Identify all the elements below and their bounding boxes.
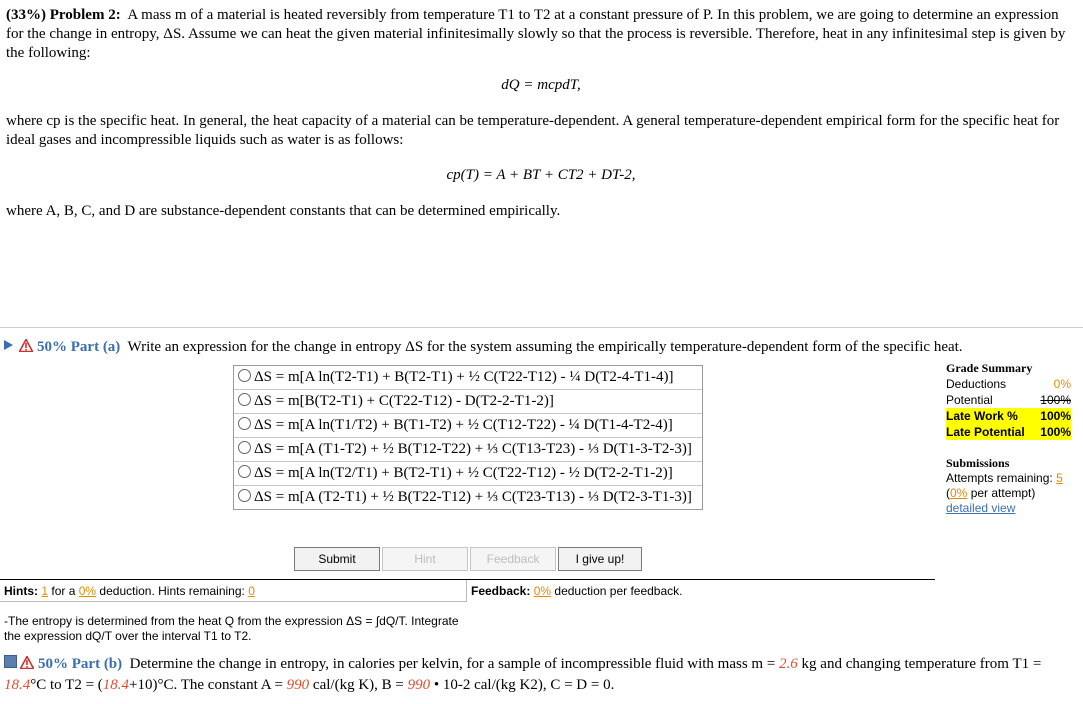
part-b-b: 990: [407, 677, 431, 693]
detailed-view-link[interactable]: detailed view: [946, 501, 1016, 515]
part-a-percent: 50% Part (a): [37, 339, 121, 355]
late-work-value: 100%: [1040, 409, 1071, 423]
potential-label: Potential: [946, 393, 993, 407]
hints-for-a: for a: [51, 584, 76, 598]
per-attempt-pct[interactable]: 0%: [950, 486, 968, 500]
choice-option[interactable]: [234, 366, 702, 390]
hints-deduction-text: deduction. Hints remaining:: [99, 584, 245, 598]
choice-label: ΔS = m[B(T2-T1) + C(T22-T12) - D(T2-2-T1-2)]: [254, 393, 554, 409]
divider: [0, 327, 1083, 328]
constants-paragraph: where A, B, C, and D are substance-dependent constants that can be determined empirically.: [6, 203, 561, 219]
attempts-label: Attempts remaining:: [946, 471, 1053, 485]
part-b-mass: 2.6: [779, 656, 798, 672]
radio-button[interactable]: [238, 417, 251, 430]
choice-option[interactable]: [234, 486, 702, 509]
choice-label: ΔS = m[A ln(T2-T1) + B(T2-T1) + ½ C(T22-T12) - ¼ D(T2-4-T1-4)]: [254, 369, 674, 385]
radio-button[interactable]: [238, 465, 251, 478]
problem-intro-text: A mass m of a material is heated reversibly from temperature T1 to T2 at a constant pressure of P. In this problem, we are going to determine an expression for the change in entropy, ΔS. Assume we can heat the given material infinitesimally slowly so that the process is reversible. Therefore, heat in any infinitesimal step is given by the following:: [6, 7, 1066, 61]
hint-divider: [0, 601, 467, 602]
give-up-button[interactable]: I give up!: [558, 547, 642, 571]
part-b-a: 990: [286, 677, 310, 693]
attempts-value[interactable]: 5: [1056, 471, 1063, 485]
part-b-text5: cal/(kg K), B =: [312, 677, 404, 693]
feedback-button[interactable]: Feedback: [470, 547, 556, 571]
collapse-icon[interactable]: [4, 655, 17, 668]
feedback-pct[interactable]: 0%: [533, 584, 552, 598]
answer-choices: [233, 365, 703, 510]
choice-option[interactable]: [234, 462, 702, 486]
equation-cp: cp(T) = A + BT + CT2 + DT-2,: [446, 167, 636, 183]
problem-weight: (33%): [6, 7, 46, 23]
specific-heat-paragraph: where cp is the specific heat. In general, the heat capacity of a material can be temperature-dependent. A general temperature-dependent empirical form for the specific heat for ideal gases and incompressible liquids such as water is as follows:: [6, 113, 1060, 148]
deductions-label: Deductions: [946, 377, 1007, 391]
choice-option[interactable]: [234, 438, 702, 462]
hints-bar: [4, 584, 255, 598]
expand-triangle-icon[interactable]: [4, 340, 13, 350]
feedback-bar: [471, 584, 682, 598]
part-b-text6: • 10-2 cal/(kg K2), C = D = 0.: [433, 677, 615, 693]
per-attempt-text: per attempt): [970, 486, 1036, 500]
part-a-header: [4, 339, 963, 356]
part-b-text3: °C to T2 = (: [30, 677, 103, 693]
part-b-t2: 18.4: [102, 677, 130, 693]
radio-button[interactable]: [238, 393, 251, 406]
feedback-text: deduction per feedback.: [554, 584, 683, 598]
hints-feedback-divider: [0, 579, 935, 580]
radio-button[interactable]: [238, 441, 251, 454]
part-b: [4, 654, 1074, 696]
problem-statement: [6, 6, 1076, 221]
warning-icon: [19, 339, 33, 352]
problem-intro: [6, 6, 1076, 63]
part-b-percent: 50% Part (b): [38, 656, 123, 672]
hint-button[interactable]: Hint: [382, 547, 468, 571]
part-b-text2: kg and changing temperature from T1 =: [801, 656, 1042, 672]
radio-button[interactable]: [238, 369, 251, 382]
choice-label: ΔS = m[A ln(T2/T1) + B(T2-T1) + ½ C(T22-T12) - ½ D(T2-2-T1-2)]: [254, 465, 673, 481]
hints-label: Hints:: [4, 584, 38, 598]
problem-title: Problem 2:: [49, 7, 121, 23]
radio-button[interactable]: [238, 489, 251, 502]
part-b-text1: Determine the change in entropy, in calories per kelvin, for a sample of incompressible fluid with mass m =: [129, 656, 776, 672]
column-divider: [466, 580, 467, 601]
part-b-t1: 18.4: [4, 677, 31, 693]
hint-text: -The entropy is determined from the heat Q from the expression ΔS = ∫dQ/T. Integrate the expression dQ/T over the interval T1 to T2.: [4, 614, 459, 643]
choice-label: ΔS = m[A (T1-T2) + ½ B(T12-T22) + ⅓ C(T13-T23) - ⅓ D(T1-3-T2-3)]: [254, 441, 692, 457]
part-b-text4: +10)°C. The constant A =: [129, 677, 283, 693]
choice-option[interactable]: [234, 414, 702, 438]
grade-summary: Grade Summary Deductions 0% Potential 100% Late Work % 100% Late Potential 100% Submissions Attempts remaining: 5 (0% per attempt) detailed view: [946, 361, 1071, 515]
feedback-label: Feedback:: [471, 584, 531, 598]
deductions-value: 0%: [1053, 377, 1071, 391]
hints-count[interactable]: 1: [41, 584, 49, 598]
submit-button[interactable]: Submit: [294, 547, 380, 571]
hints-remaining[interactable]: 0: [248, 584, 255, 598]
late-potential-value: 100%: [1040, 425, 1071, 439]
part-a-prompt: Write an expression for the change in entropy ΔS for the system assuming the empirically temperature-dependent form of the specific heat.: [127, 339, 963, 355]
late-work-label: Late Work %: [946, 409, 1018, 423]
choice-label: ΔS = m[A ln(T1/T2) + B(T1-T2) + ½ C(T12-T22) - ¼ D(T1-4-T2-4)]: [254, 417, 673, 433]
submissions-title: Submissions: [946, 456, 1010, 470]
grade-summary-title: Grade Summary: [946, 361, 1033, 375]
hints-deduction-pct[interactable]: 0%: [78, 584, 97, 598]
late-potential-label: Late Potential: [946, 425, 1025, 439]
choice-label: ΔS = m[A (T2-T1) + ½ B(T22-T12) + ⅓ C(T23-T13) - ⅓ D(T2-3-T1-3)]: [254, 489, 692, 505]
potential-value: 100%: [1040, 393, 1071, 407]
equation-dq: dQ = mcpdT,: [501, 77, 581, 93]
warning-icon: [20, 656, 34, 669]
choice-option[interactable]: [234, 390, 702, 414]
